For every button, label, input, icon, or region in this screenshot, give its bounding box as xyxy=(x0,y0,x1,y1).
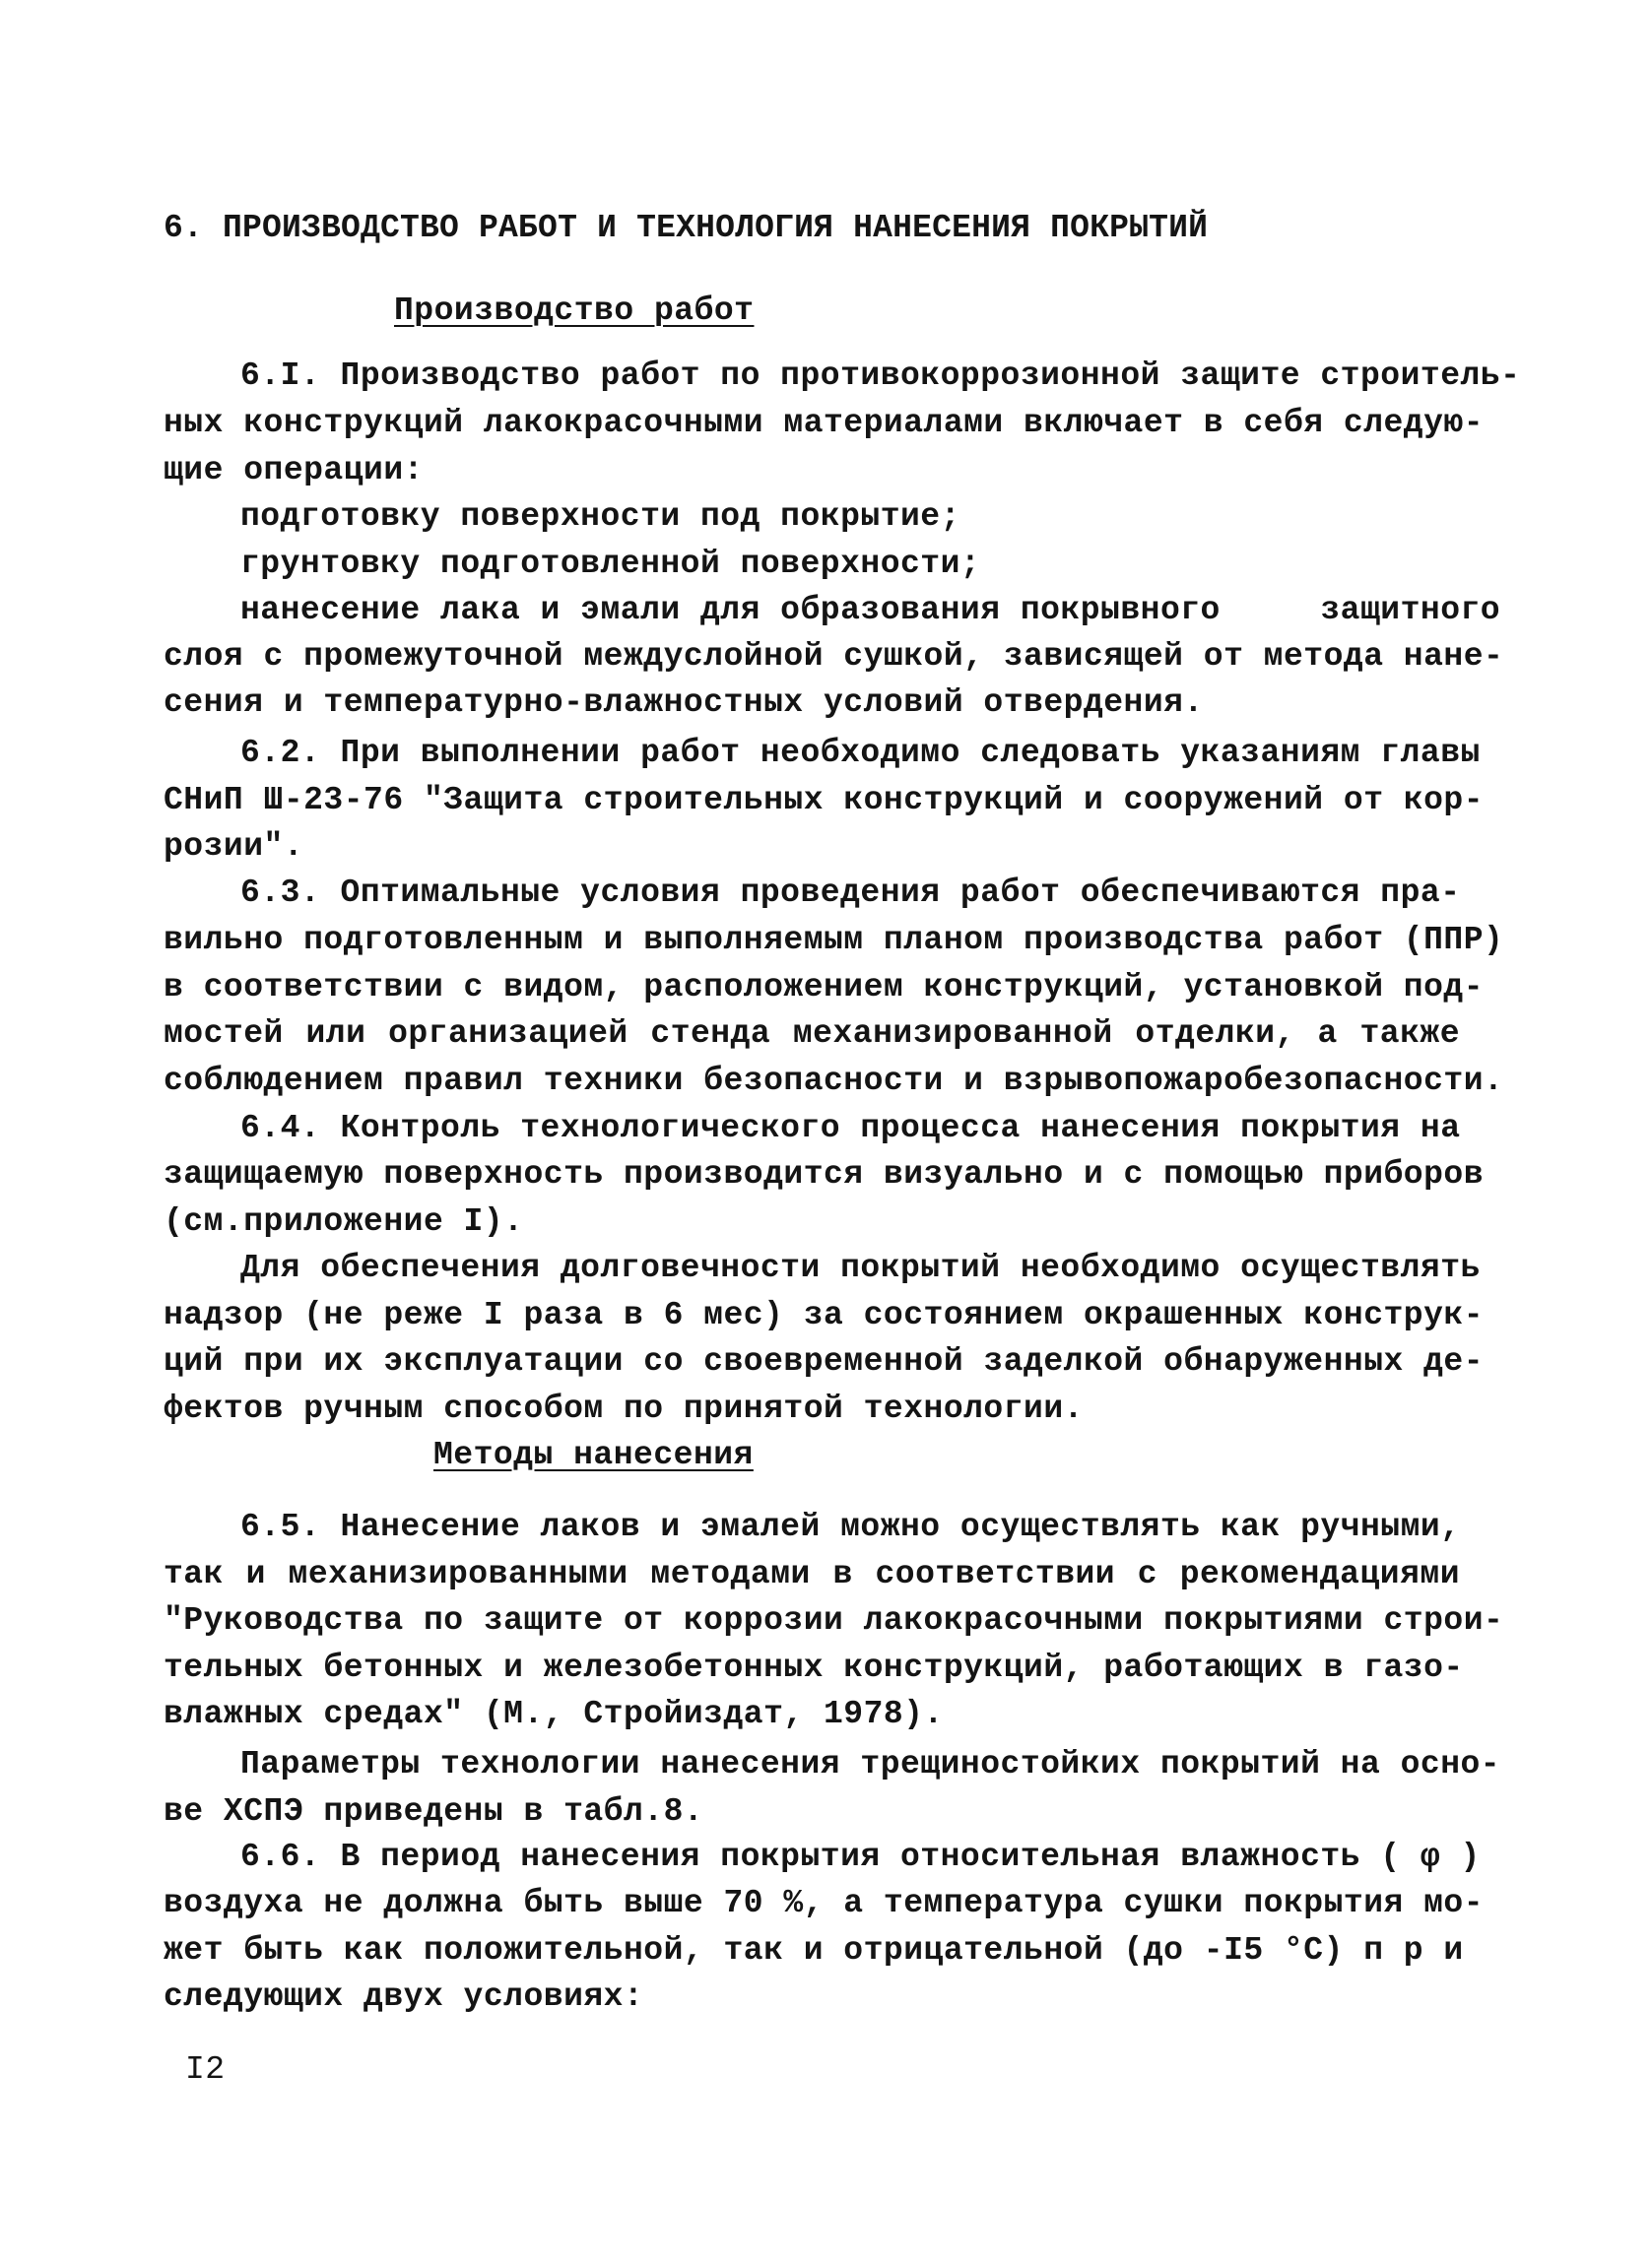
paragraph-line: нанесение лака и эмали для образования покрывного защитного xyxy=(240,592,1501,628)
subheading-methods: Методы нанесения xyxy=(433,1437,754,1473)
section-heading: 6. ПРОИЗВОДСТВО РАБОТ И ТЕХНОЛОГИЯ НАНЕСЕНИЯ ПОКРЫТИЙ xyxy=(164,210,1209,246)
paragraph-line: 6.5. Нанесение лаков и эмалей можно осуществлять как ручными, xyxy=(240,1509,1461,1545)
paragraph-line: следующих двух условиях: xyxy=(164,1978,644,2015)
paragraph-line: ве ХСПЭ приведены в табл.8. xyxy=(164,1793,704,1830)
paragraph-line: в соответствии с видом, расположением конструкций, установкой под- xyxy=(164,969,1485,1005)
paragraph-line: 6.I. Производство работ по противокоррозионной защите строитель- xyxy=(240,357,1521,394)
page-number: I2 xyxy=(185,2051,226,2088)
paragraph-line: подготовку поверхности под покрытие; xyxy=(240,498,960,535)
paragraph-line: 6.4. Контроль технологического процесса нанесения покрытия на xyxy=(240,1110,1461,1146)
paragraph-line: ций при их эксплуатации со своевременной заделкой обнаруженных де- xyxy=(164,1343,1485,1380)
paragraph-line: фектов ручным способом по принятой технологии. xyxy=(164,1391,1084,1427)
paragraph-line: 6.6. В период нанесения покрытия относительная влажность ( φ ) xyxy=(240,1839,1481,1875)
paragraph-line: (см.приложение I). xyxy=(164,1203,524,1240)
paragraph-line: вильно подготовленным и выполняемым планом производства работ (ППР) xyxy=(164,922,1504,958)
paragraph-line: надзор (не реже I раза в 6 мес) за состоянием окрашенных конструк- xyxy=(164,1297,1485,1333)
paragraph-line: СНиП Ш-23-76 "Защита строительных конструкций и сооружений от кор- xyxy=(164,782,1485,818)
paragraph-line: жет быть как положительной, так и отрицательной (до -I5 °С) п р и xyxy=(164,1932,1464,1969)
paragraph-line: мостей или организацией стенда механизированной отделки, а также xyxy=(164,1015,1460,1052)
paragraph-line: сения и температурно-влажностных условий отвердения. xyxy=(164,684,1204,721)
subheading-production: Производство работ xyxy=(394,292,755,329)
paragraph-line: тельных бетонных и железобетонных конструкций, работающих в газо- xyxy=(164,1650,1464,1686)
paragraph-line: так и механизированными методами в соответствии с рекомендациями xyxy=(164,1556,1460,1592)
paragraph-line: 6.2. При выполнении работ необходимо следовать указаниям главы xyxy=(240,735,1481,771)
paragraph-line: розии". xyxy=(164,828,304,865)
paragraph-line: влажных средах" (М., Стройиздат, 1978). xyxy=(164,1696,944,1732)
paragraph-line: слоя с промежуточной междуслойной сушкой, зависящей от метода нане- xyxy=(164,638,1504,675)
paragraph-line: Для обеспечения долговечности покрытий необходимо осуществлять xyxy=(240,1250,1481,1286)
paragraph-line: щие операции: xyxy=(164,452,424,488)
paragraph-line: воздуха не должна быть выше 70 %, а температура сушки покрытия мо- xyxy=(164,1885,1485,1921)
paragraph-line: защищаемую поверхность производится визуально и с помощью приборов xyxy=(164,1156,1485,1193)
paragraph-line: ных конструкций лакокрасочными материалами включает в себя следую- xyxy=(164,405,1485,441)
paragraph-line: грунтовку подготовленной поверхности; xyxy=(240,546,981,582)
paragraph-line: соблюдением правил техники безопасности и взрывопожаробезопасности. xyxy=(164,1063,1504,1099)
paragraph-line: 6.3. Оптимальные условия проведения работ обеспечиваются пра- xyxy=(240,875,1461,911)
paragraph-line: "Руководства по защите от коррозии лакокрасочными покрытиями строи- xyxy=(164,1602,1504,1639)
paragraph-line: Параметры технологии нанесения трещиностойких покрытий на осно- xyxy=(240,1746,1501,1782)
